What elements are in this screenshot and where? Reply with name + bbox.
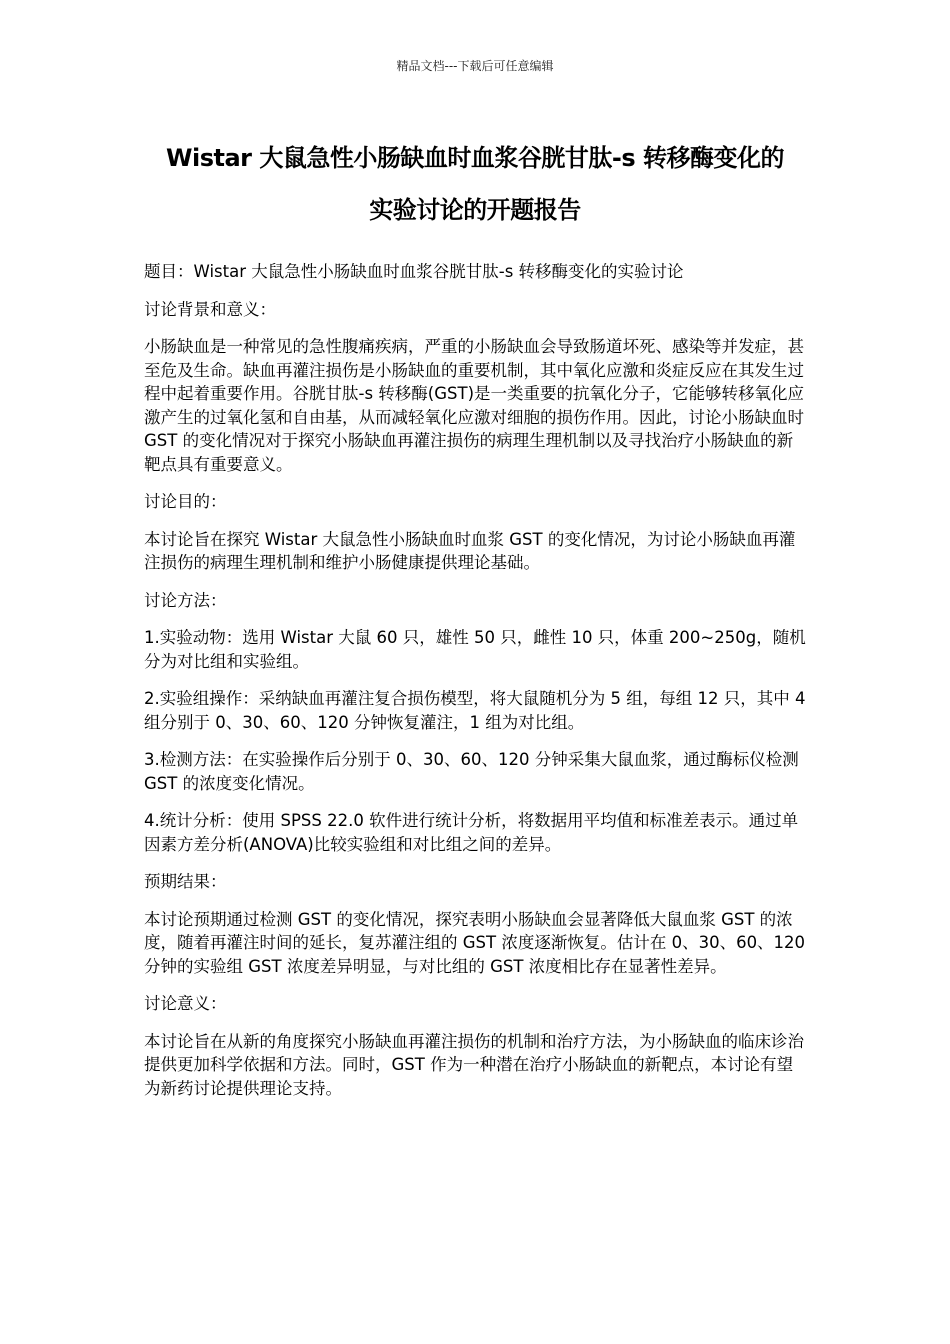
section-label-methods: 讨论方法： bbox=[144, 590, 227, 610]
document-title bbox=[120, 132, 830, 236]
document-body bbox=[144, 260, 808, 1114]
results-paragraph: 本讨论预期通过检测 GST 的变化情况，探究表明小肠缺血会显著降低大鼠血浆 GST 的浓度，随着再灌注时间的延长，复苏灌注组的 GST 浓度逐渐恢复。估计在 0、30、60、120 分钟的实验组 GST 浓度差异明显，与对比组的 GST 浓度相比存在显著性差异。 bbox=[144, 909, 806, 976]
topic-line: 题目：Wistar 大鼠急性小肠缺血时血浆谷胱甘肽-s 转移酶变化的实验讨论 bbox=[144, 262, 684, 281]
section-label-background: 讨论背景和意义： bbox=[144, 299, 276, 319]
significance-paragraph: 本讨论旨在从新的角度探究小肠缺血再灌注损伤的机制和治疗方法，为小肠缺血的临床诊治提供更加科学依据和方法。同时，GST 作为一种潜在治疗小肠缺血的新靶点，本讨论有望为新药讨论提供理论支持。 bbox=[144, 1031, 804, 1098]
header-note: 精品文档---下载后可任意编辑 bbox=[396, 59, 554, 73]
background-paragraph: 小肠缺血是一种常见的急性腹痛疾病，严重的小肠缺血会导致肠道坏死、感染等并发症，甚至危及生命。缺血再灌注损伤是小肠缺血的重要机制，其中氧化应激和炎症反应在其发生过程中起着重要作用。谷胱甘肽-s 转移酶(GST)是一类重要的抗氧化分子，它能够转移氧化应激产生的过氧化氢和自由基，从而减轻氧化应激对细胞的损伤作用。因此，讨论小肠缺血时 GST 的变化情况对于探究小肠缺血再灌注损伤的病理生理机制以及寻找治疗小肠缺血的新靶点具有重要意义。 bbox=[144, 337, 805, 474]
title-line-2: 实验讨论的开题报告 bbox=[369, 196, 581, 224]
section-label-purpose: 讨论目的： bbox=[144, 492, 227, 511]
method-item-4: 4.统计分析：使用 SPSS 22.0 软件进行统计分析，将数据用平均值和标准差表示。通过单因素方差分析(ANOVA)比较实验组和对比组之间的差异。 bbox=[144, 811, 799, 854]
section-label-results: 预期结果： bbox=[144, 872, 227, 891]
method-item-1: 1.实验动物：选用 Wistar 大鼠 60 只，雄性 50 只，雌性 10 只，体重 200~250g，随机分为对比组和实验组。 bbox=[144, 628, 806, 671]
purpose-paragraph: 本讨论旨在探究 Wistar 大鼠急性小肠缺血时血浆 GST 的变化情况，为讨论小肠缺血再灌注损伤的病理生理机制和维护小肠健康提供理论基础。 bbox=[144, 529, 796, 572]
section-label-significance: 讨论意义： bbox=[144, 994, 227, 1013]
method-item-3: 3.检测方法：在实验操作后分别于 0、30、60、120 分钟采集大鼠血浆，通过酶标仪检测 GST 的浓度变化情况。 bbox=[144, 750, 799, 793]
method-item-2: 2.实验组操作：采纳缺血再灌注复合损伤模型，将大鼠随机分为 5 组，每组 12 只，其中 4 组分别于 0、30、60、120 分钟恢复灌注，1 组为对比组。 bbox=[144, 689, 806, 732]
title-line-1: Wistar 大鼠急性小肠缺血时血浆谷胱甘肽-s 转移酶变化的 bbox=[166, 144, 784, 172]
